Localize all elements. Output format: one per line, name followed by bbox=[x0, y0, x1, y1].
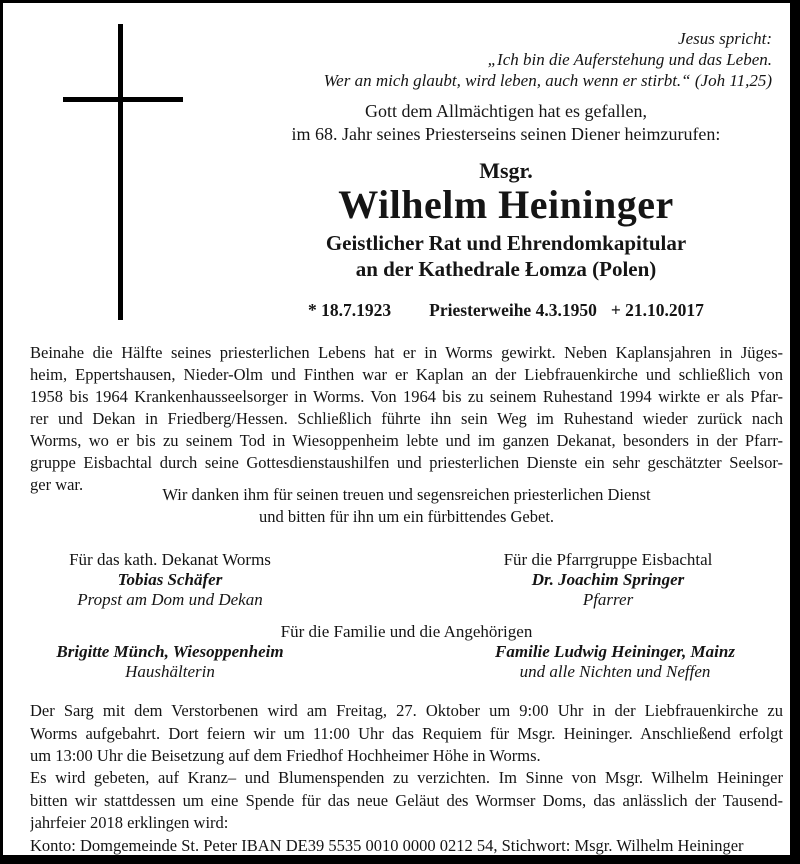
thanks-line: und bitten für ihn um ein fürbittendes Gebet. bbox=[258, 507, 555, 526]
signature-role: Propst am Dom und Dekan bbox=[77, 590, 263, 609]
donation-line: bitten wir stattdessen um eine Spende für das neue Geläut des Wormser Doms, das anlässlich der Tausend- bbox=[30, 790, 783, 810]
family-name: Familie Ludwig Heininger, Mainz bbox=[495, 642, 735, 661]
quote-line: Wer an mich glaubt, wird leben, auch wenn er stirbt.“ (Joh 11,25) bbox=[323, 71, 772, 90]
scripture-quote bbox=[240, 28, 772, 91]
biography-line: 1958 bis 1964 Krankenhausseelsorger in Worms. Von 1964 bis zu seinem Ruhestand 1994 wirkte er als Pfar- bbox=[30, 387, 783, 406]
donation-line: Konto: Domgemeinde St. Peter IBAN DE39 5535 0010 0000 0212 54, Stichwort: Msgr. Wilhelm Heininger bbox=[30, 835, 744, 855]
cross-vertical-bar bbox=[118, 24, 123, 320]
cross-horizontal-bar bbox=[63, 97, 183, 102]
ordination-date: Priesterweihe 4.3.1950 bbox=[429, 300, 597, 320]
birth-date: * 18.7.1923 bbox=[308, 300, 392, 320]
deceased-honorific: Geistlicher Rat und Ehrendomkapitular bbox=[325, 231, 687, 255]
family-role: und alle Nichten und Neffen bbox=[519, 662, 711, 681]
quote-line: Jesus spricht: bbox=[678, 29, 772, 48]
funeral-line: Der Sarg mit dem Verstorbenen wird am Freitag, 27. Oktober um 9:00 Uhr in der Liebfrauenkirche zu bbox=[30, 701, 783, 720]
deceased-name: Wilhelm Heininger bbox=[338, 182, 674, 227]
announcement-line: Gott dem Allmächtigen hat es gefallen, bbox=[365, 101, 647, 121]
funeral-line: Worms aufgebahrt. Dort feiern wir um 11:00 Uhr das Requiem für Msgr. Heininger. Anschließend erfolgt bbox=[30, 723, 783, 743]
biography-line: rer und Dekan in Friedberg/Hessen. Schließlich führte ihn sein Weg im Ruhestand wieder zurück nach bbox=[30, 409, 783, 428]
biography-line: Beinahe die Hälfte seines priesterlichen Lebens hat er in Worms gewirkt. Neben Kaplansjahren in Jüges- bbox=[30, 343, 783, 362]
donation-paragraph bbox=[30, 768, 783, 858]
border-right bbox=[790, 0, 800, 864]
biography-line: ger war. bbox=[30, 475, 84, 494]
biography-line: gruppe Eisbachtal durch seine Gottesdienstaushilfen und priesterlichen Dienste ein sehr geschätzter Seelsor- bbox=[30, 453, 783, 472]
signature-pfarrgruppe bbox=[468, 550, 748, 610]
border-top bbox=[0, 0, 800, 3]
family-role: Haushälterin bbox=[125, 662, 215, 681]
signature-role: Pfarrer bbox=[582, 590, 634, 609]
border-left bbox=[0, 0, 3, 864]
family-name: Brigitte Münch, Wiesoppenheim bbox=[56, 642, 284, 661]
quote-line: „Ich bin die Auferstehung und das Leben. bbox=[487, 50, 772, 69]
signature-name: Dr. Joachim Springer bbox=[531, 570, 685, 589]
signature-for: Für das kath. Dekanat Worms bbox=[69, 550, 271, 569]
signature-for: Für die Pfarrgruppe Eisbachtal bbox=[503, 550, 713, 569]
family-left bbox=[30, 642, 310, 682]
thanks-line: Wir danken ihm für seinen treuen und segensreichen priesterlichen Dienst bbox=[162, 485, 651, 504]
family-right bbox=[470, 642, 760, 682]
announcement bbox=[240, 100, 772, 146]
biography-line: Worms, wo er bis zu seinem Tod in Wiesoppenheim lebte und im ganzen Dekanat, besonders in der Pfarr- bbox=[30, 431, 783, 450]
signature-name: Tobias Schäfer bbox=[117, 570, 223, 589]
life-dates bbox=[240, 300, 772, 321]
signature-dekanat bbox=[30, 550, 310, 610]
deceased-honorific: an der Kathedrale Łomza (Polen) bbox=[355, 257, 657, 281]
funeral-line: um 13:00 Uhr die Beisetzung auf dem Friedhof Hochheimer Höhe in Worms. bbox=[30, 746, 541, 765]
thanks-text bbox=[30, 485, 783, 529]
deceased-title: Msgr. bbox=[479, 158, 533, 183]
family-heading: Für die Familie und die Angehörigen bbox=[280, 622, 533, 641]
donation-line: jahrfeier 2018 erklingen wird: bbox=[30, 813, 229, 832]
biography-paragraph bbox=[30, 343, 783, 497]
announcement-line: im 68. Jahr seines Priesterseins seinen Diener heimzurufen: bbox=[291, 124, 721, 144]
funeral-paragraph bbox=[30, 701, 783, 769]
death-date: + 21.10.2017 bbox=[610, 300, 704, 320]
biography-line: heim, Eppertshausen, Nieder-Olm und Finthen war er Kaplan an der Liebfrauenkirche und schließlich von bbox=[30, 365, 783, 384]
donation-line: Es wird gebeten, auf Kranz– und Blumenspenden zu verzichten. Im Sinne von Msgr. Wilhelm Heininger bbox=[30, 768, 783, 787]
